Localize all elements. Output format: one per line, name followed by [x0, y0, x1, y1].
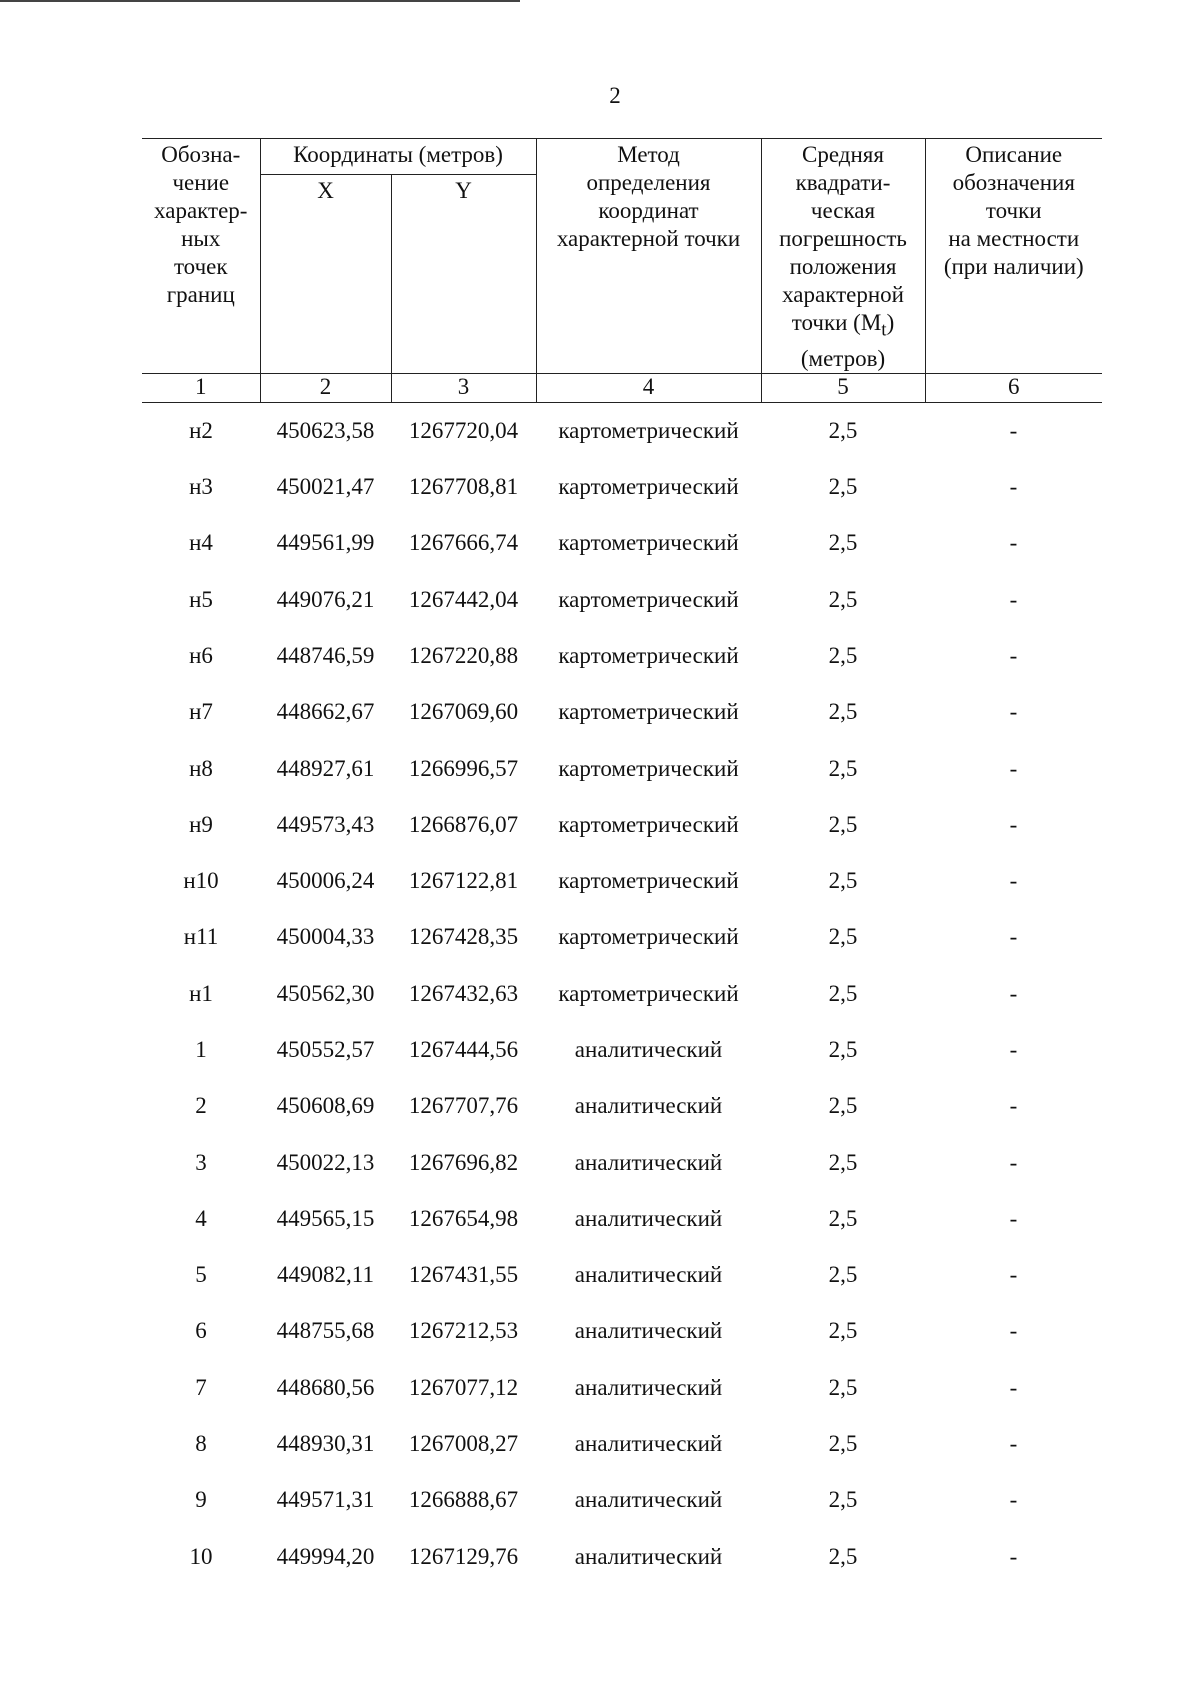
- y-coordinate-cell: 1267654,98: [408, 1205, 519, 1231]
- table-row: [142, 797, 1102, 853]
- table-row: [142, 1303, 1102, 1359]
- description-cell: -: [1009, 642, 1018, 668]
- accuracy-cell: 2,5: [828, 699, 858, 725]
- description-cell: -: [1009, 699, 1018, 725]
- description-cell: -: [1009, 755, 1018, 781]
- x-coordinate-cell: 449076,21: [276, 586, 375, 612]
- header-point-designation: Обозна- чение характер- ных точек границ: [142, 139, 260, 374]
- table-row: [142, 1472, 1102, 1528]
- table-row: [142, 966, 1102, 1022]
- point-id-cell: н5: [189, 586, 213, 612]
- page-number: 2: [609, 83, 621, 108]
- accuracy-cell: 2,5: [828, 1374, 858, 1400]
- accuracy-cell: 2,5: [828, 811, 858, 837]
- method-cell: картометрический: [558, 811, 739, 837]
- description-cell: -: [1009, 924, 1018, 950]
- description-cell: -: [1009, 1487, 1018, 1513]
- method-cell: аналитический: [574, 1205, 723, 1231]
- column-number: 6: [925, 373, 1102, 402]
- x-coordinate-cell: 449565,15: [276, 1205, 375, 1231]
- description-cell: -: [1009, 1543, 1018, 1569]
- table-row: [142, 1360, 1102, 1416]
- point-id-cell: н7: [189, 699, 213, 725]
- y-coordinate-cell: 1266876,07: [408, 811, 519, 837]
- method-cell: картометрический: [558, 699, 739, 725]
- accuracy-cell: 2,5: [828, 642, 858, 668]
- y-coordinate-cell: 1267077,12: [408, 1374, 519, 1400]
- table-row: [142, 909, 1102, 965]
- method-cell: аналитический: [574, 1093, 723, 1119]
- header-y: Y: [391, 174, 536, 373]
- x-coordinate-cell: 450562,30: [276, 980, 375, 1006]
- accuracy-cell: 2,5: [828, 924, 858, 950]
- header-accuracy-unit: ) (метров): [800, 310, 895, 371]
- accuracy-cell: 2,5: [828, 1262, 858, 1288]
- method-cell: картометрический: [558, 980, 739, 1006]
- y-coordinate-cell: 1266996,57: [408, 755, 519, 781]
- method-cell: аналитический: [574, 1318, 723, 1344]
- x-coordinate-cell: 450004,33: [276, 924, 375, 950]
- method-cell: картометрический: [558, 586, 739, 612]
- table-row: [142, 684, 1102, 740]
- method-cell: картометрический: [558, 924, 739, 950]
- y-coordinate-cell: 1267069,60: [408, 699, 519, 725]
- table-row: [142, 1529, 1102, 1585]
- x-coordinate-cell: 450021,47: [276, 474, 375, 500]
- x-coordinate-cell: 449082,11: [277, 1262, 374, 1288]
- x-coordinate-cell: 448927,61: [276, 755, 375, 781]
- y-coordinate-cell: 1267666,74: [408, 530, 519, 556]
- point-id-cell: н1: [189, 980, 213, 1006]
- table-row: [142, 853, 1102, 909]
- point-id-cell: 6: [195, 1318, 207, 1344]
- table-row: [142, 1022, 1102, 1078]
- method-cell: картометрический: [558, 868, 739, 894]
- point-id-cell: н4: [189, 530, 213, 556]
- point-id-cell: н11: [183, 924, 219, 950]
- header-x: X: [260, 174, 391, 373]
- accuracy-cell: 2,5: [828, 980, 858, 1006]
- accuracy-cell: 2,5: [828, 1205, 858, 1231]
- method-cell: аналитический: [574, 1431, 723, 1457]
- y-coordinate-cell: 1267008,27: [408, 1431, 519, 1457]
- accuracy-cell: 2,5: [828, 586, 858, 612]
- x-coordinate-cell: 449573,43: [276, 811, 375, 837]
- point-id-cell: н2: [189, 417, 213, 443]
- table-row: [142, 515, 1102, 571]
- x-coordinate-cell: 448746,59: [276, 642, 375, 668]
- method-cell: картометрический: [558, 642, 739, 668]
- column-number: 5: [761, 373, 925, 402]
- description-cell: -: [1009, 1205, 1018, 1231]
- accuracy-cell: 2,5: [828, 417, 858, 443]
- point-id-cell: 10: [189, 1543, 213, 1569]
- description-cell: -: [1009, 1037, 1018, 1062]
- method-cell: аналитический: [574, 1037, 723, 1062]
- point-id-cell: 8: [195, 1431, 207, 1457]
- y-coordinate-cell: 1267122,81: [408, 868, 519, 894]
- column-numbers-row: [142, 373, 1102, 402]
- x-coordinate-cell: 448755,68: [276, 1318, 375, 1344]
- header-coordinates: Координаты (метров): [260, 139, 536, 175]
- table-row: [142, 1416, 1102, 1472]
- description-cell: -: [1009, 1431, 1018, 1457]
- table-row: [142, 1247, 1102, 1303]
- table-row: [142, 571, 1102, 627]
- point-id-cell: 2: [195, 1093, 207, 1119]
- table-row: [142, 402, 1102, 459]
- point-id-cell: н10: [183, 868, 219, 894]
- accuracy-cell: 2,5: [828, 530, 858, 556]
- description-cell: -: [1009, 1374, 1018, 1400]
- table-row: [142, 1191, 1102, 1247]
- header-method: Метод определения координат характерной точки: [536, 139, 761, 374]
- x-coordinate-cell: 448680,56: [276, 1374, 375, 1400]
- y-coordinate-cell: 1267707,76: [408, 1093, 519, 1119]
- method-cell: картометрический: [558, 474, 739, 500]
- y-coordinate-cell: 1267220,88: [408, 642, 519, 668]
- accuracy-cell: 2,5: [828, 755, 858, 781]
- x-coordinate-cell: 450552,57: [276, 1037, 375, 1062]
- y-coordinate-cell: 1267444,56: [408, 1037, 519, 1062]
- point-id-cell: н9: [189, 811, 213, 837]
- method-cell: картометрический: [558, 530, 739, 556]
- column-number: 2: [260, 373, 391, 402]
- method-cell: картометрический: [558, 417, 739, 443]
- column-number: 4: [536, 373, 761, 402]
- method-cell: аналитический: [574, 1149, 723, 1175]
- accuracy-cell: 2,5: [828, 868, 858, 894]
- description-cell: -: [1009, 586, 1018, 612]
- x-coordinate-cell: 450006,24: [276, 868, 375, 894]
- point-id-cell: 1: [195, 1037, 207, 1062]
- column-number: 1: [142, 373, 260, 402]
- accuracy-cell: 2,5: [828, 1431, 858, 1457]
- point-id-cell: 3: [195, 1149, 207, 1175]
- coordinates-table: [142, 138, 1102, 1585]
- y-coordinate-cell: 1267428,35: [408, 924, 519, 950]
- description-cell: -: [1009, 530, 1018, 556]
- description-cell: -: [1009, 417, 1018, 443]
- accuracy-cell: 2,5: [828, 1487, 858, 1513]
- point-id-cell: 9: [195, 1487, 207, 1513]
- x-coordinate-cell: 448930,31: [276, 1431, 375, 1457]
- x-coordinate-cell: 450608,69: [276, 1093, 375, 1119]
- y-coordinate-cell: 1267129,76: [408, 1543, 519, 1569]
- column-number: 3: [391, 373, 536, 402]
- x-coordinate-cell: 450022,13: [276, 1149, 375, 1175]
- x-coordinate-cell: 450623,58: [276, 417, 375, 443]
- table-row: [142, 459, 1102, 515]
- accuracy-cell: 2,5: [828, 474, 858, 500]
- table-row: [142, 1134, 1102, 1190]
- accuracy-cell: 2,5: [828, 1149, 858, 1175]
- point-id-cell: 7: [195, 1374, 207, 1400]
- description-cell: -: [1009, 868, 1018, 894]
- x-coordinate-cell: 448662,67: [276, 699, 375, 725]
- scan-edge-line: [0, 0, 520, 2]
- table-row: [142, 1078, 1102, 1134]
- description-cell: -: [1009, 1262, 1018, 1288]
- method-cell: аналитический: [574, 1543, 723, 1569]
- description-cell: -: [1009, 811, 1018, 837]
- point-id-cell: 4: [195, 1205, 207, 1231]
- accuracy-cell: 2,5: [828, 1318, 858, 1344]
- description-cell: -: [1009, 980, 1018, 1006]
- point-id-cell: 5: [195, 1262, 207, 1288]
- description-cell: -: [1009, 1149, 1018, 1175]
- point-id-cell: н8: [189, 755, 213, 781]
- method-cell: аналитический: [574, 1487, 723, 1513]
- y-coordinate-cell: 1267696,82: [408, 1149, 519, 1175]
- description-cell: -: [1009, 474, 1018, 500]
- y-coordinate-cell: 1267442,04: [408, 586, 519, 612]
- method-cell: аналитический: [574, 1374, 723, 1400]
- method-cell: картометрический: [558, 755, 739, 781]
- header-description: Описание обозначения точки на местности (при наличии): [925, 139, 1102, 374]
- x-coordinate-cell: 449994,20: [276, 1543, 375, 1569]
- y-coordinate-cell: 1267431,55: [408, 1262, 519, 1288]
- x-coordinate-cell: 449571,31: [276, 1487, 375, 1513]
- point-id-cell: н6: [189, 642, 213, 668]
- accuracy-cell: 2,5: [828, 1543, 858, 1569]
- method-cell: аналитический: [574, 1262, 723, 1288]
- y-coordinate-cell: 1267432,63: [408, 980, 519, 1006]
- point-id-cell: н3: [189, 474, 213, 500]
- description-cell: -: [1009, 1093, 1018, 1119]
- header-accuracy: [761, 139, 925, 374]
- header-accuracy-text: Средняя квадрати- ческая погрешность положения характерной точки (M: [779, 142, 907, 335]
- y-coordinate-cell: 1267212,53: [408, 1318, 519, 1344]
- header-accuracy-subscript: t: [881, 319, 887, 341]
- accuracy-cell: 2,5: [828, 1037, 858, 1062]
- y-coordinate-cell: 1267708,81: [408, 474, 519, 500]
- y-coordinate-cell: 1267720,04: [408, 417, 519, 443]
- accuracy-cell: 2,5: [828, 1093, 858, 1119]
- y-coordinate-cell: 1266888,67: [408, 1487, 519, 1513]
- x-coordinate-cell: 449561,99: [276, 530, 375, 556]
- description-cell: -: [1009, 1318, 1018, 1344]
- table-row: [142, 740, 1102, 796]
- table-body: [142, 402, 1102, 1585]
- table-row: [142, 628, 1102, 684]
